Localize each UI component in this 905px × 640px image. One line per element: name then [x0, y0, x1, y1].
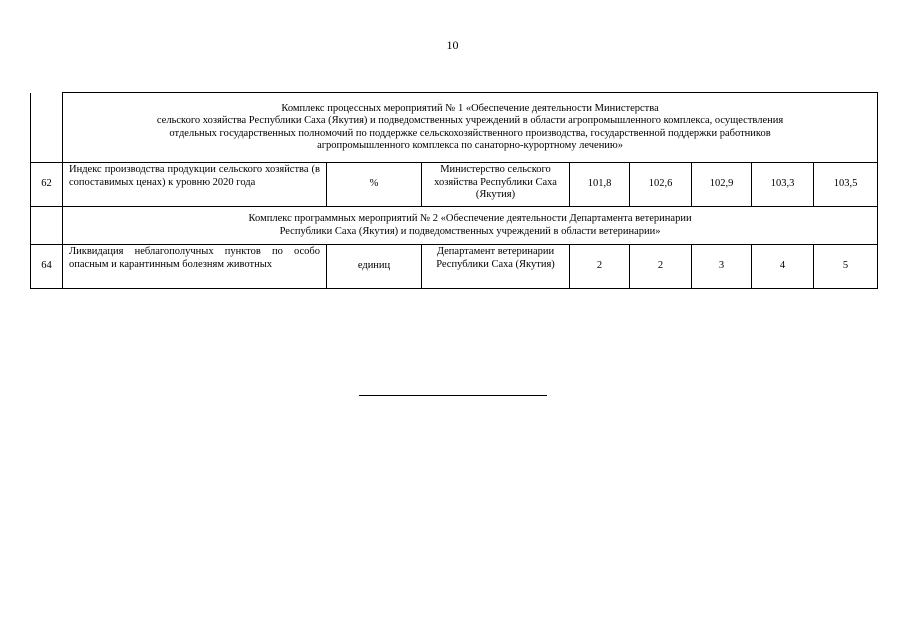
- value-cell: 4: [752, 245, 814, 289]
- row-number: 62: [31, 163, 63, 207]
- value-cell: 3: [692, 245, 752, 289]
- section-header: [63, 207, 878, 245]
- page-number: 10: [446, 38, 459, 52]
- value-cell: 5: [814, 245, 878, 289]
- section-header-line: Комплекс программных мероприятий № 2 «Обеспечение деятельности Департамента ветеринарии: [248, 213, 692, 224]
- section-header-line: агропромышленного комплекса по санаторно-курортному лечению»: [317, 140, 624, 151]
- value-cell: 102,6: [630, 163, 692, 207]
- unit-of-measure: %: [327, 163, 422, 207]
- row-number: 64: [31, 245, 63, 289]
- table-row: [31, 163, 878, 207]
- indicators-table-wrapper: [30, 92, 877, 289]
- value-cell: 102,9: [692, 163, 752, 207]
- responsible-body: Министерство сельского хозяйства Республики Саха (Якутия): [422, 163, 570, 207]
- blank-cell: [31, 207, 63, 245]
- table-row: [31, 245, 878, 289]
- end-separator-line: [359, 395, 547, 396]
- indicators-table: [30, 92, 878, 289]
- value-cell: 2: [570, 245, 630, 289]
- value-cell: 103,5: [814, 163, 878, 207]
- value-cell: 103,3: [752, 163, 814, 207]
- section-header-line: Комплекс процессных мероприятий № 1 «Обеспечение деятельности Министерства: [281, 102, 659, 114]
- value-cell: 2: [630, 245, 692, 289]
- indicator-name: Ликвидация неблагополучных пунктов по особо опасным и карантинным болезням животных: [63, 245, 327, 289]
- blank-cell: [31, 93, 63, 163]
- section-header-line: Республики Саха (Якутия) и подведомственных учреждений в области ветеринарии»: [279, 225, 661, 237]
- section-header-line: сельского хозяйства Республики Саха (Якутия) и подведомственных учреждений в области агропромышленного комплекса, осуществления: [156, 115, 784, 126]
- indicator-name: Индекс производства продукции сельского хозяйства (в сопоставимых ценах) к уровню 2020 года: [63, 163, 327, 207]
- section-header-line: отдельных государственных полномочий по поддержке сельскохозяйственного производства, государственной поддержки работников: [169, 127, 771, 139]
- unit-of-measure: единиц: [327, 245, 422, 289]
- section-1-header-row: [31, 93, 878, 163]
- value-cell: 101,8: [570, 163, 630, 207]
- section-header: [63, 93, 878, 163]
- responsible-body: Департамент ветеринарии Республики Саха (Якутия): [422, 245, 570, 289]
- section-2-header-row: [31, 207, 878, 245]
